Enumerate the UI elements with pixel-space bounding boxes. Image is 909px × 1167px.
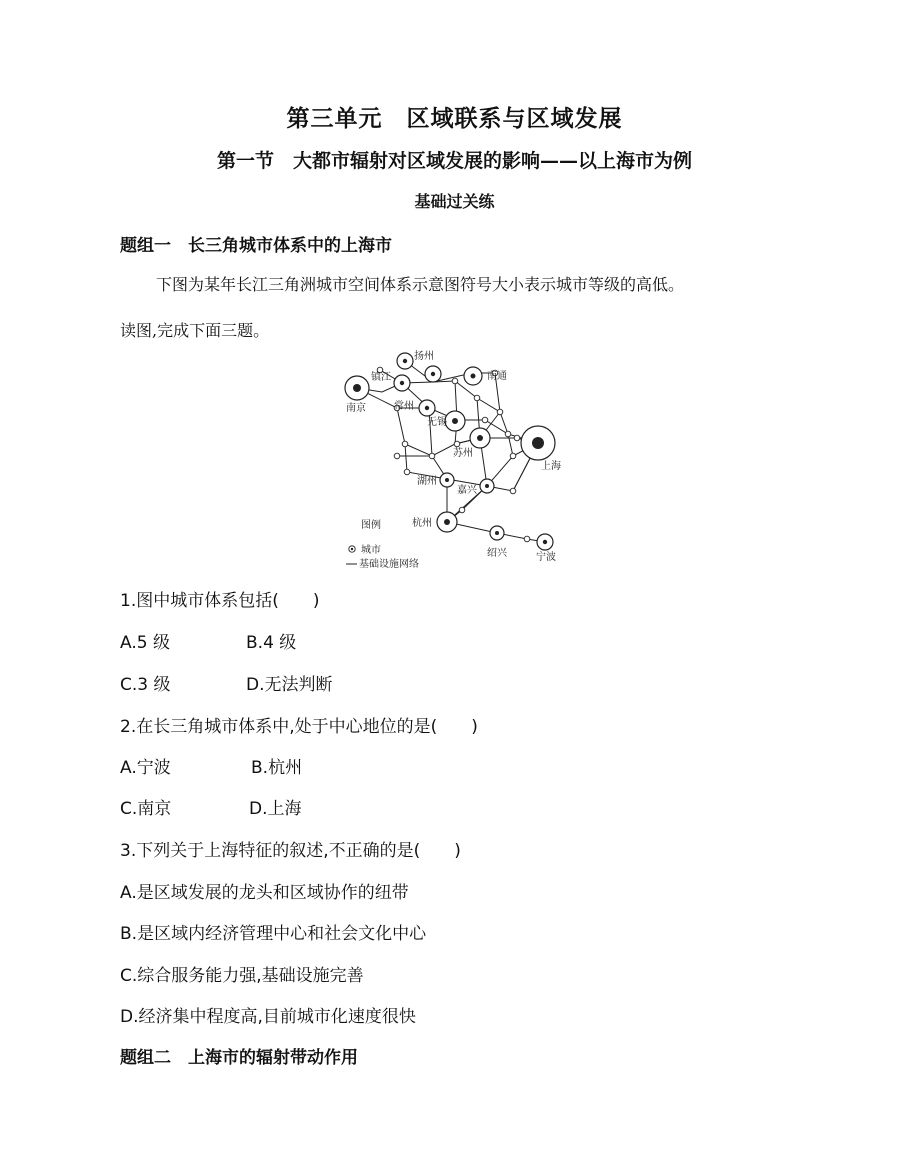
label-nanjing: 南京 bbox=[346, 403, 366, 414]
label-jiaxing: 嘉兴 bbox=[457, 485, 477, 496]
label-changzhou: 常州 bbox=[394, 401, 414, 412]
intro-line-1: 下图为某年长江三角洲城市空间体系示意图符号大小表示城市等级的高低。 bbox=[156, 275, 685, 294]
question-1-option-a[interactable]: A.5 级 bbox=[120, 633, 170, 653]
label-zhenjiang: 镇江 bbox=[371, 372, 391, 383]
question-3-option-c[interactable]: C.综合服务能力强,基础设施完善 bbox=[120, 966, 364, 986]
question-1-stem: 1.图中城市体系包括( ) bbox=[120, 591, 320, 611]
question-2-stem: 2.在长三角城市体系中,处于中心地位的是( ) bbox=[120, 717, 478, 737]
label-ningbo: 宁波 bbox=[536, 552, 556, 563]
group2-heading: 题组二 上海市的辐射带动作用 bbox=[120, 1048, 358, 1068]
legend-city-label: 城市 bbox=[361, 545, 381, 556]
question-2-option-a[interactable]: A.宁波 bbox=[120, 758, 171, 778]
label-huzhou: 湖州 bbox=[417, 476, 437, 487]
section-title: 第一节 大都市辐射对区域发展的影响——以上海市为例 bbox=[216, 150, 692, 172]
legend-network-label: 基础设施网络 bbox=[359, 559, 419, 570]
unit-title: 第三单元 区域联系与区域发展 bbox=[286, 105, 623, 132]
map-legend bbox=[346, 518, 419, 570]
legend-title: 图例 bbox=[361, 520, 381, 531]
question-2-option-c[interactable]: C.南京 bbox=[120, 799, 172, 819]
intro-line-2: 读图,完成下面三题。 bbox=[120, 321, 270, 340]
question-2-option-d[interactable]: D.上海 bbox=[249, 799, 302, 819]
question-3-option-b[interactable]: B.是区域内经济管理中心和社会文化中心 bbox=[120, 924, 427, 944]
question-1-option-c[interactable]: C.3 级 bbox=[120, 675, 171, 695]
city-system-map bbox=[337, 346, 577, 571]
group1-intro bbox=[120, 262, 800, 354]
label-shanghai: 上海 bbox=[541, 461, 561, 472]
question-3-option-d[interactable]: D.经济集中程度高,目前城市化速度很快 bbox=[120, 1007, 416, 1027]
question-2-option-b[interactable]: B.杭州 bbox=[251, 758, 303, 778]
question-3-option-a[interactable]: A.是区域发展的龙头和区域协作的纽带 bbox=[120, 883, 409, 903]
question-1-option-d[interactable]: D.无法判断 bbox=[246, 675, 333, 695]
question-1-option-b[interactable]: B.4 级 bbox=[246, 633, 297, 653]
label-yangzhou: 扬州 bbox=[414, 351, 434, 362]
label-nantong: 南通 bbox=[487, 371, 507, 382]
label-wuxi: 无锡 bbox=[427, 417, 447, 428]
practice-title: 基础过关练 bbox=[414, 192, 495, 211]
city-system-map-svg bbox=[337, 346, 577, 571]
label-shaoxing: 绍兴 bbox=[487, 548, 507, 559]
group1-heading: 题组一 长三角城市体系中的上海市 bbox=[120, 236, 392, 256]
question-3-stem: 3.下列关于上海特征的叙述,不正确的是( ) bbox=[120, 841, 461, 861]
label-hangzhou: 杭州 bbox=[412, 518, 432, 529]
label-suzhou: 苏州 bbox=[453, 448, 473, 459]
